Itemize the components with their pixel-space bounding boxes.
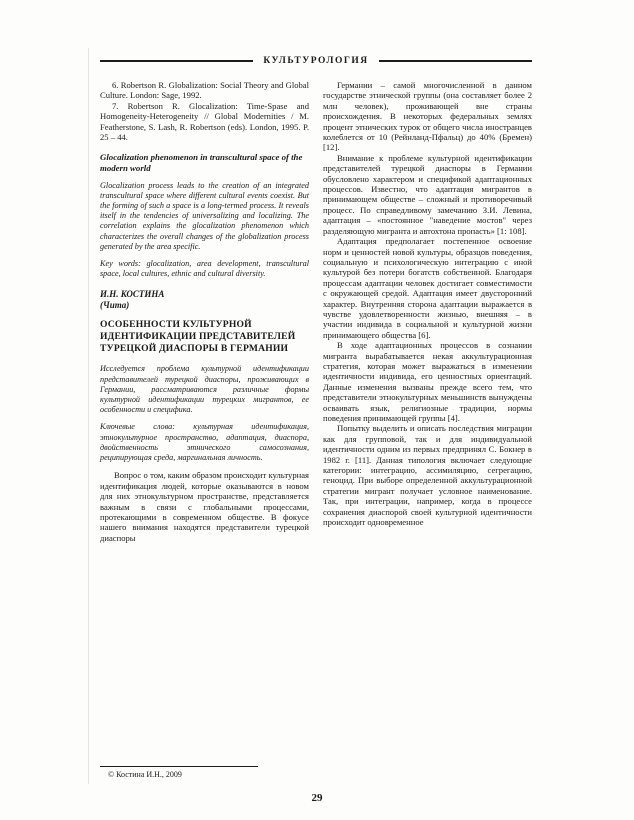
- russian-abstract: Исследуется проблема культурной идентификации представителей турецкой диаспоры, проживающих в Германии, рассматриваются различные формы культурной идентификации турецких мигрантов, ее особенности и специфика.: [100, 364, 309, 415]
- keywords-text: glocalization, area development, transcultural space, local cultures, ethnic and cultural diversity.: [100, 259, 309, 279]
- page-number: 29: [311, 792, 323, 804]
- keywords-text: культурная идентификация, этнокультурное пространство, адаптация, диаспора, двойственность этнического самосознания, реципирующая среда, маргинальная личность.: [100, 422, 309, 463]
- copyright-notice: © Костина И.Н., 2009: [100, 766, 258, 780]
- reference-item: 6. Robertson R. Globalization: Social Theory and Global Culture. London: Sage, 1992.: [100, 80, 309, 101]
- keywords-label: Key words:: [100, 259, 141, 269]
- author-city: (Чита): [100, 300, 130, 311]
- header-rule-right: [379, 60, 532, 62]
- english-abstract: Glocalization process leads to the creation of an integrated transcultural space where different cultural events coexist. But the forming of such a space is a long-termed process. It reveals itself in the tendencies of universalizing and localizing. The correlation explains the glocalization phenomenon which characterizes the overall changes of the globalization process generated by the area specific.: [100, 180, 309, 251]
- header-rule-left: [100, 60, 253, 62]
- body-paragraph: Адаптация предполагает постепенное освоение норм и ценностей новой культуры, образцов поведения, социальную и психологическую интеграцию с иной культурой без потери богатств собственной. Благодаря процессам адаптации человек достигает совместимости с окружающей средой. Адаптация имеет двусторонний характер. Внутренняя сторона адаптации выражается в чувстве удовлетворенности жизнью, внешняя – в участии индивида в социальной и культурной жизни принимающего общества [6].: [323, 236, 532, 340]
- body-paragraph: Германии – самой многочисленной в данном государстве этнической группы (она составляет более 2 млн человек), проживающей вне страны происхождения. В некоторых федеральных землях процент этнических турок от общего числа иностранцев колеблется от 10 (Рейнланд-Пфальц) до 40% (Бремен) [12].: [323, 80, 532, 153]
- reference-item: 7. Robertson R. Glocalization: Time-Spase and Homogeneity-Heterogeneity // Global Modernities / M. Featherstone, S. Lash, R. Robertson (eds). London, 1995. P. 25 – 44.: [100, 100, 309, 143]
- body-paragraph: Вопрос о том, каким образом происходит культурная идентификация людей, которые оказываются в новом для них этнокультурном пространстве, представляется важным в связи с глобальными процессами, протекающими в современном обществе. В фокусе нашего внимания находятся представители турецкой диаспоры: [100, 470, 309, 543]
- section-header: [100, 56, 532, 66]
- article-title: ОСОБЕННОСТИ КУЛЬТУРНОЙ ИДЕНТИФИКАЦИИ ПРЕДСТАВИТЕЛЕЙ ТУРЕЦКОЙ ДИАСПОРЫ В ГЕРМАНИИ: [100, 319, 296, 355]
- right-column: [323, 80, 532, 782]
- section-title: КУЛЬТУРОЛОГИЯ: [263, 56, 369, 66]
- keywords-label: Ключевые слова:: [100, 422, 175, 432]
- body-paragraph: Внимание к проблеме культурной идентификации представителей турецкой диаспоры в Германии обусловлено характером и спецификой адаптационных процессов. Известно, что адаптация мигрантов в принимающем обществе – сложный и противоречивый процесс. По справедливому замечанию З.И. Левина, адаптация – «постоянное "наведение мостов" через разделяющую мигранта и автохтона пропасть» [1: 108].: [323, 152, 532, 236]
- left-column: [100, 80, 309, 782]
- author-block: [100, 289, 309, 311]
- author-name: И.Н. КОСТИНА: [100, 289, 165, 300]
- scan-artifact-line: [88, 48, 89, 784]
- two-column-layout: [100, 80, 532, 782]
- body-paragraph: В ходе адаптационных процессов в сознании мигранта вырабатывается некая аккультурационная стратегия, которая может выражаться в изменении идентичности индивида, его ценностных ориентаций. Данные изменения вызваны прежде всего тем, что представители этнокультурных меньшинств вынуждены осваивать язык, религиозные традиции, нормы поведения принимающей группы [4].: [323, 340, 532, 423]
- english-keywords: [100, 259, 309, 279]
- english-title: Glocalization phenomenon in transcultural space of the modern world: [100, 152, 303, 174]
- russian-keywords: [100, 422, 309, 463]
- body-paragraph: Попытку выделить и описать последствия миграции как для групповой, так и для индивидуальной идентичности одним из первых предпринял С. Бокнер в 1982 г. [11]. Данная типология включает следующие категории: интеграцию, ассимиляцию, сегрегацию, геноцид. При выборе определенной аккультурационной стратегии мигрант получает условное наименование. Так, при интеграции, например, когда в процессе сохранения диаспорой своей культурной идентичности происходит одновременное: [323, 423, 532, 528]
